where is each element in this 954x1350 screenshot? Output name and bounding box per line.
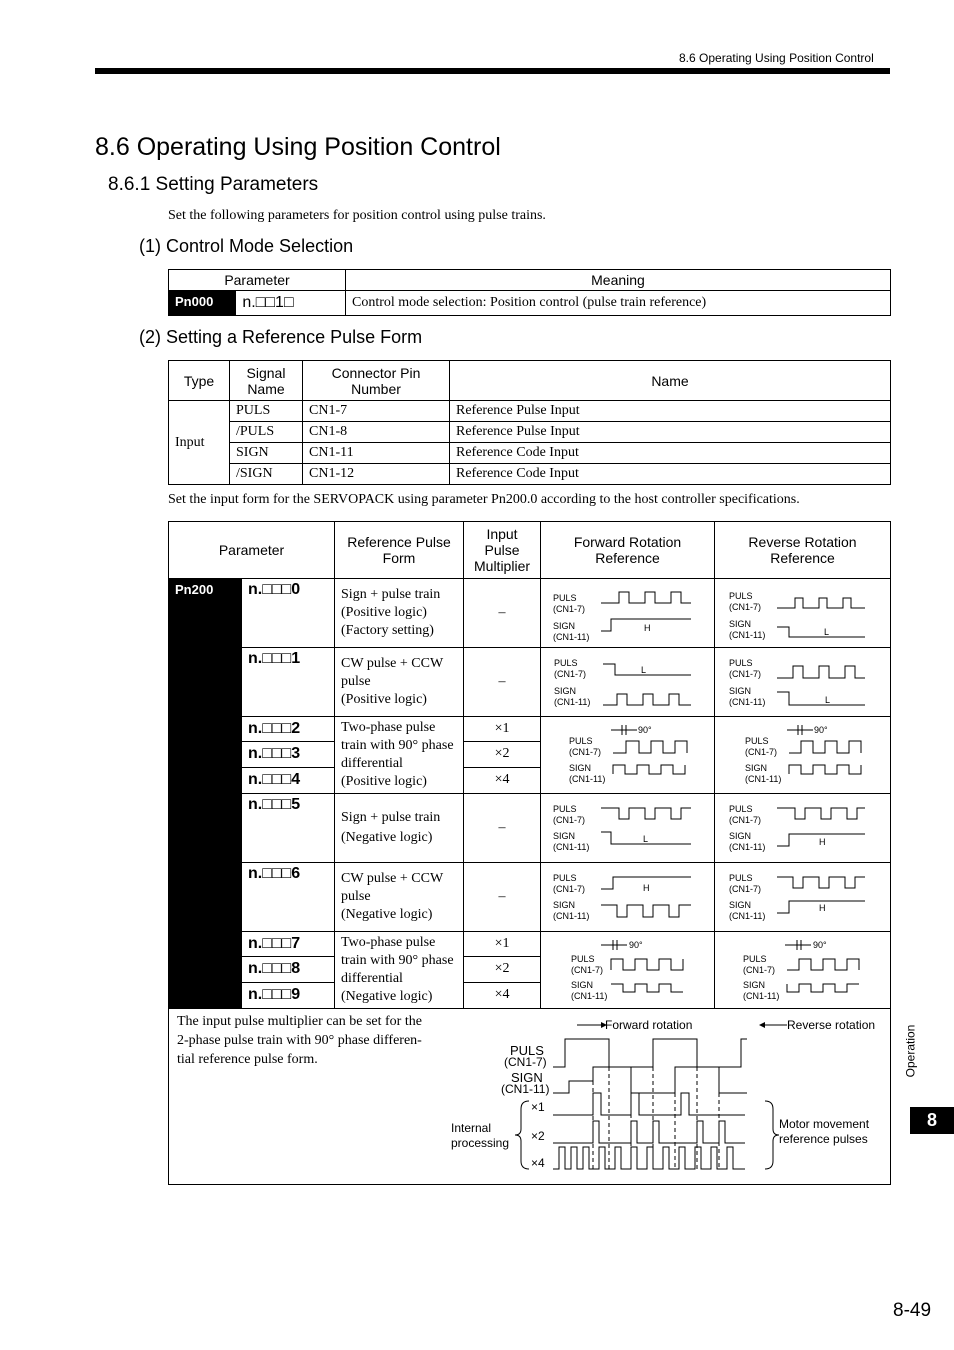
control-mode-table: [168, 269, 891, 316]
pulse-signal-table: [168, 360, 891, 485]
waveform-rev-0: [715, 579, 891, 648]
svg-text:L: L: [824, 627, 830, 637]
waveform-diagram: [541, 717, 715, 793]
form-line: Two-phase pulse: [341, 720, 436, 735]
svg-text:(CN1-7): (CN1-7): [729, 602, 762, 612]
form-line: (Negative logic): [341, 830, 433, 845]
form-line: train with 90° phase: [341, 738, 454, 753]
col-meaning: Meaning: [346, 270, 891, 291]
svg-text:(CN1-7): (CN1-7): [729, 884, 762, 894]
svg-text:Forward rotation: Forward rotation: [605, 1018, 693, 1032]
page-number: 8-49: [893, 1300, 932, 1321]
form-line: (Negative logic): [341, 907, 433, 922]
multiplier: ×1: [464, 717, 541, 742]
waveform-diagram: [715, 579, 891, 647]
section-title: 8.6 Operating Using Position Control: [95, 133, 501, 161]
svg-text:Reverse rotation: Reverse rotation: [787, 1018, 876, 1032]
svg-text:H: H: [819, 903, 826, 913]
waveform-rev-6: [715, 863, 891, 932]
chapter-tab-number: 8: [910, 1107, 954, 1134]
svg-text:SIGN: SIGN: [553, 900, 576, 910]
set-input-note: Set the input form for the SERVOPACK using parameter Pn200.0 according to the host controller specifications.: [168, 492, 800, 507]
svg-text:(CN1-7): (CN1-7): [504, 1055, 547, 1069]
running-header: 8.6 Operating Using Position Control: [679, 51, 874, 65]
signal-name: SIGN: [230, 443, 303, 464]
waveform-diagram: [715, 932, 891, 1008]
form-line: (Negative logic): [341, 989, 433, 1004]
svg-text:H: H: [643, 883, 650, 893]
svg-text:H: H: [644, 623, 651, 633]
svg-text:×1: ×1: [531, 1100, 545, 1114]
svg-text:(CN1-11): (CN1-11): [554, 697, 591, 707]
svg-text:L: L: [641, 665, 647, 675]
svg-text:(CN1-11): (CN1-11): [569, 774, 606, 784]
svg-text:PULS: PULS: [554, 658, 578, 668]
pn200-table: [168, 521, 891, 1185]
signal-description: Reference Pulse Input: [450, 401, 891, 422]
svg-text:(CN1-7): (CN1-7): [553, 815, 586, 825]
waveform-diagram: [541, 794, 715, 862]
waveform-diagram: [715, 794, 891, 862]
waveform-diagram: [541, 932, 715, 1008]
code-4: n.□□□4: [242, 767, 335, 793]
form-sign-pulse-negative: [335, 794, 464, 863]
svg-text:L: L: [825, 695, 831, 705]
col-multiplier: Input Pulse Multiplier: [464, 522, 541, 579]
signal-description: Reference Pulse Input: [450, 422, 891, 443]
svg-text:PULS: PULS: [729, 591, 753, 601]
svg-text:PULS: PULS: [729, 873, 753, 883]
waveform-diagram: [541, 863, 715, 931]
svg-text:SIGN: SIGN: [745, 763, 768, 773]
col-connector: Connector Pin Number: [303, 361, 450, 401]
svg-text:SIGN: SIGN: [553, 621, 576, 631]
col-type: Type: [169, 361, 230, 401]
code-8: n.□□□8: [242, 957, 335, 982]
control-mode-heading: (1) Control Mode Selection: [139, 236, 354, 256]
svg-text:SIGN: SIGN: [729, 686, 752, 696]
form-line: (Positive logic): [341, 605, 427, 620]
connector-pin: CN1-12: [303, 464, 450, 485]
svg-text:PULS: PULS: [743, 954, 767, 964]
svg-text:PULS: PULS: [571, 954, 595, 964]
form-line: (Positive logic): [341, 774, 427, 789]
footnote-line: 2-phase pulse train with 90° phase differen-: [177, 1033, 422, 1048]
multiplier: –: [464, 863, 541, 932]
svg-text:PULS: PULS: [510, 1043, 544, 1058]
svg-text:90°: 90°: [638, 725, 652, 735]
form-line: differential: [341, 756, 403, 771]
svg-text:(CN1-11): (CN1-11): [745, 774, 782, 784]
svg-text:(CN1-7): (CN1-7): [554, 669, 587, 679]
svg-text:SIGN: SIGN: [729, 900, 752, 910]
signal-description: Reference Code Input: [450, 443, 891, 464]
form-two-phase-positive: [335, 717, 464, 794]
multiplier: –: [464, 794, 541, 863]
multiplier: ×4: [464, 982, 541, 1008]
svg-text:×4: ×4: [531, 1156, 545, 1170]
svg-text:(CN1-11): (CN1-11): [553, 842, 590, 852]
code-5: n.□□□5: [242, 794, 335, 863]
footnote-line: The input pulse multiplier can be set for the: [177, 1014, 422, 1029]
svg-text:SIGN: SIGN: [554, 686, 577, 696]
form-line: Sign + pulse train: [341, 810, 441, 825]
code-2: n.□□□2: [242, 717, 335, 742]
signal-name: /SIGN: [230, 464, 303, 485]
svg-text:H: H: [819, 837, 826, 847]
svg-text:(CN1-11): (CN1-11): [501, 1082, 550, 1096]
signal-name: /PULS: [230, 422, 303, 443]
connector-pin: CN1-11: [303, 443, 450, 464]
waveform-rev-5: [715, 794, 891, 863]
svg-text:reference pulses: reference pulses: [779, 1132, 868, 1146]
header-rule: [95, 68, 890, 74]
svg-text:(CN1-11): (CN1-11): [743, 991, 780, 1001]
svg-text:Internal: Internal: [451, 1121, 492, 1135]
signal-name: PULS: [230, 401, 303, 422]
svg-text:(CN1-7): (CN1-7): [743, 965, 776, 975]
svg-text:(CN1-11): (CN1-11): [553, 911, 590, 921]
svg-text:(CN1-7): (CN1-7): [553, 604, 586, 614]
connector-pin: CN1-7: [303, 401, 450, 422]
waveform-diagram: [715, 648, 891, 716]
svg-text:PULS: PULS: [553, 804, 577, 814]
svg-text:L: L: [643, 834, 649, 844]
svg-text:Motor movement: Motor movement: [779, 1117, 870, 1131]
svg-text:(CN1-7): (CN1-7): [745, 747, 778, 757]
multiplier: ×2: [464, 742, 541, 767]
code-1: n.□□□1: [242, 648, 335, 717]
waveform-fwd-6: [541, 863, 715, 932]
svg-text:PULS: PULS: [553, 593, 577, 603]
multiplier: –: [464, 579, 541, 648]
col-reverse: Reverse Rotation Reference: [715, 522, 891, 579]
col-parameter: Parameter: [169, 522, 335, 579]
form-line: pulse: [341, 889, 371, 904]
form-line: train with 90° phase: [341, 953, 454, 968]
form-line: (Factory setting): [341, 623, 434, 638]
code-3: n.□□□3: [242, 742, 335, 767]
connector-pin: CN1-8: [303, 422, 450, 443]
svg-text:SIGN: SIGN: [569, 763, 592, 773]
svg-text:SIGN: SIGN: [743, 980, 766, 990]
form-line: Two-phase pulse: [341, 935, 436, 950]
code-6: n.□□□6: [242, 863, 335, 932]
form-line: CW pulse + CCW: [341, 656, 444, 671]
svg-text:90°: 90°: [814, 725, 828, 735]
waveform-fwd-1: [541, 648, 715, 717]
svg-text:SIGN: SIGN: [729, 619, 752, 629]
form-two-phase-negative: [335, 932, 464, 1009]
svg-text:(CN1-7): (CN1-7): [729, 815, 762, 825]
col-signal: Signal Name: [230, 361, 303, 401]
form-line: CW pulse + CCW: [341, 871, 444, 886]
param-pn200: Pn200: [169, 579, 242, 1009]
form-line: (Positive logic): [341, 692, 427, 707]
chapter-tab-label: Operation: [903, 1024, 918, 1078]
svg-text:90°: 90°: [629, 940, 643, 950]
subsection-title: 8.6.1 Setting Parameters: [108, 174, 319, 195]
form-sign-pulse-positive: [335, 579, 464, 648]
code-9: n.□□□9: [242, 982, 335, 1008]
multiplier-timing-diagram: [169, 1009, 889, 1185]
form-line: pulse: [341, 674, 371, 689]
svg-text:processing: processing: [451, 1136, 510, 1150]
meaning-text: Control mode selection: Position control (pulse train reference): [346, 291, 891, 316]
waveform-diagram: [541, 648, 715, 716]
col-forward: Forward Rotation Reference: [541, 522, 715, 579]
param-code: n.□□1□: [236, 291, 346, 316]
col-parameter: Parameter: [169, 270, 346, 291]
waveform-diagram: [715, 717, 891, 793]
col-name: Name: [450, 361, 891, 401]
svg-text:(CN1-11): (CN1-11): [553, 632, 590, 642]
form-cw-ccw-positive: [335, 648, 464, 717]
svg-text:90°: 90°: [813, 940, 827, 950]
signal-description: Reference Code Input: [450, 464, 891, 485]
svg-text:SIGN: SIGN: [511, 1070, 543, 1085]
waveform-fwd-7: [541, 932, 715, 1009]
svg-text:PULS: PULS: [553, 873, 577, 883]
footnote-line: tial reference pulse form.: [177, 1052, 318, 1067]
svg-text:(CN1-11): (CN1-11): [729, 911, 766, 921]
svg-text:SIGN: SIGN: [553, 831, 576, 841]
multiplier: –: [464, 648, 541, 717]
svg-text:(CN1-7): (CN1-7): [729, 669, 762, 679]
pulse-form-heading: (2) Setting a Reference Pulse Form: [139, 327, 423, 347]
type-input: Input: [169, 401, 230, 485]
col-pulse-form: Reference Pulse Form: [335, 522, 464, 579]
svg-text:PULS: PULS: [729, 804, 753, 814]
multiplier: ×1: [464, 932, 541, 957]
multiplier: ×2: [464, 957, 541, 982]
waveform-rev-7: [715, 932, 891, 1009]
multiplier-diagram-cell: [169, 1009, 891, 1185]
svg-text:SIGN: SIGN: [571, 980, 594, 990]
intro-text: Set the following parameters for position control using pulse trains.: [168, 208, 546, 223]
svg-text:×2: ×2: [531, 1129, 545, 1143]
svg-text:(CN1-7): (CN1-7): [553, 884, 586, 894]
code-7: n.□□□7: [242, 932, 335, 957]
waveform-fwd-5: [541, 794, 715, 863]
code-0: n.□□□0: [242, 579, 335, 648]
form-cw-ccw-negative: [335, 863, 464, 932]
waveform-rev-1: [715, 648, 891, 717]
svg-text:(CN1-11): (CN1-11): [729, 842, 766, 852]
svg-text:PULS: PULS: [569, 736, 593, 746]
svg-text:(CN1-7): (CN1-7): [569, 747, 602, 757]
waveform-diagram: [715, 863, 891, 931]
waveform-diagram: [541, 579, 715, 647]
svg-text:(CN1-11): (CN1-11): [729, 697, 766, 707]
param-pn000: Pn000: [169, 291, 236, 316]
multiplier: ×4: [464, 767, 541, 793]
svg-text:(CN1-11): (CN1-11): [571, 991, 608, 1001]
waveform-fwd-2: [541, 717, 715, 794]
form-line: differential: [341, 971, 403, 986]
svg-text:(CN1-7): (CN1-7): [571, 965, 604, 975]
svg-text:PULS: PULS: [745, 736, 769, 746]
svg-text:(CN1-11): (CN1-11): [729, 630, 766, 640]
waveform-rev-2: [715, 717, 891, 794]
form-line: Sign + pulse train: [341, 587, 441, 602]
svg-text:PULS: PULS: [729, 658, 753, 668]
waveform-fwd-0: [541, 579, 715, 648]
svg-text:SIGN: SIGN: [729, 831, 752, 841]
